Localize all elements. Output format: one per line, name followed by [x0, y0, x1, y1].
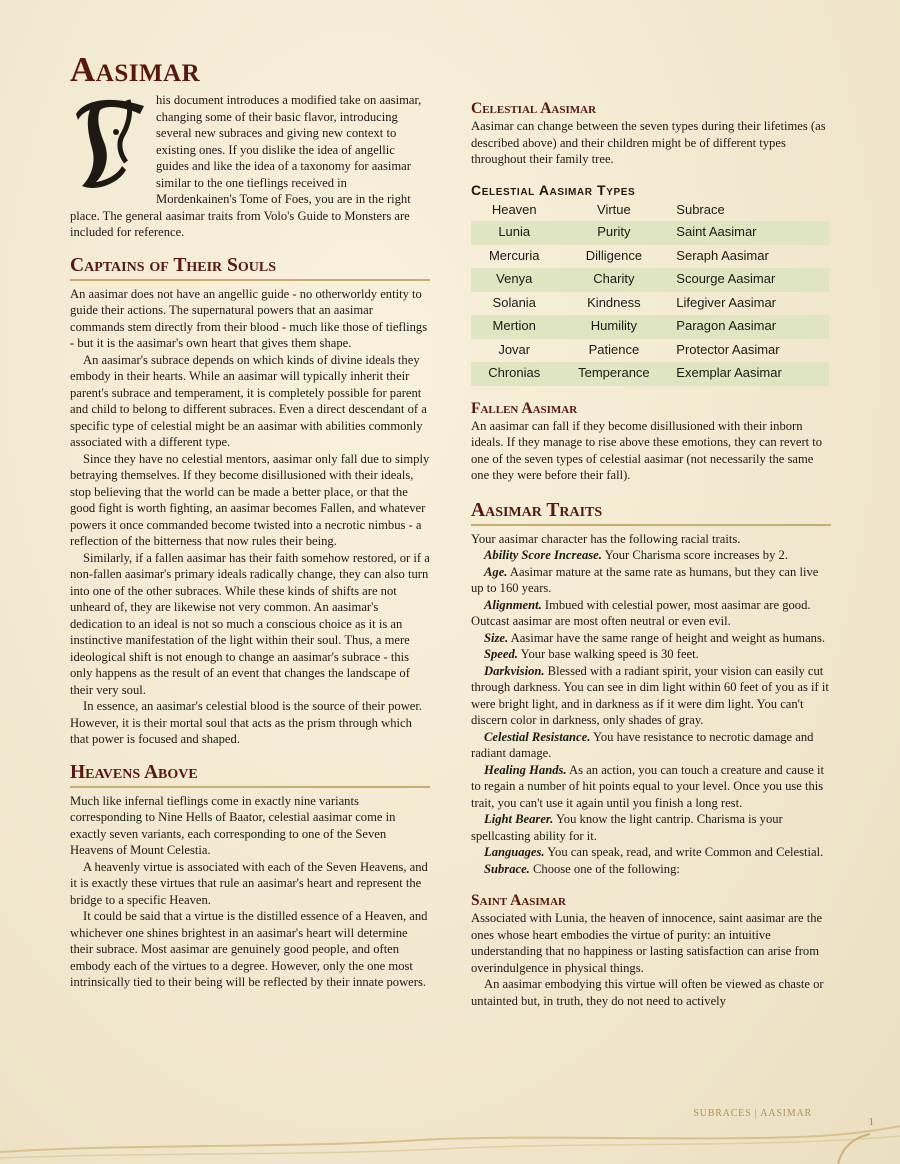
page-title: Aasimar: [70, 50, 201, 89]
trait-text: Imbued with celestial power, most aasimar are good. Outcast aasimar are most often neutral or even evil.: [471, 597, 811, 628]
right-column: [471, 100, 831, 1009]
table-cell: Venya: [471, 268, 557, 292]
page-number: 1: [868, 1116, 874, 1128]
trait-text: As an action, you can touch a creature and cause it to regain a number of hit points equal to your level. Once you use this trait, you can't use it again until you finish a long rest.: [471, 762, 824, 810]
column-header: Virtue: [597, 201, 631, 217]
heading-captains: Captains of Their Souls: [70, 255, 430, 281]
captains-p2: An aasimar's subrace depends on which kinds of divine ideals they embody in their hearts. While an aasimar will typically inherit their parent's subrace and temperament, it is completely possible for parent and child to belong to different subraces. Even a direct descendant of a specific type of celestial might be an aasimar with abilities commonly associated with a different type.: [70, 352, 427, 449]
table-cell: Seraph Aasimar: [676, 247, 769, 263]
column-header: Subrace: [676, 201, 725, 217]
fallen-text: An aasimar can fall if they become disillusioned with their inborn ideals. If they manage to rise above these emotions, they can revert to one of the seven types of celestial aasimar (not necessarily the same one they were before their fall).: [471, 418, 823, 482]
table-cell: Exemplar Aasimar: [670, 362, 829, 386]
trait-name: Subrace.: [484, 861, 530, 876]
trait-name: Alignment.: [484, 597, 542, 612]
table-row: [471, 268, 829, 292]
table-row: [471, 362, 829, 386]
heavens-p3: It could be said that a virtue is the distilled essence of a Heaven, and whichever one shines brightest in an aasimar's heart will determine their subrace. Most aasimar are genuinely good people, and often embody each of the virtues to a degree. However, only the one most intrinsically tied to their being will be reflected by their innate powers.: [70, 909, 428, 989]
trait-item: [471, 564, 831, 597]
trait-name: Ability Score Increase.: [484, 548, 602, 562]
trait-item: [471, 811, 831, 844]
table-cell: Lunia: [471, 221, 557, 245]
trait-item: [471, 844, 831, 861]
saint-p2: An aasimar embodying this virtue will often be viewed as chaste or untainted but, in truth, they do not need to actively: [471, 977, 824, 1008]
trait-item: [471, 646, 831, 663]
left-column: [70, 92, 430, 991]
heading-fallen: Fallen Aasimar: [471, 399, 578, 417]
trait-item: [471, 729, 831, 762]
table-cell: Patience: [588, 341, 640, 357]
trait-text: Your Charisma score increases by 2.: [601, 548, 788, 562]
intro-paragraph: [70, 92, 430, 241]
table-cell: Temperance: [557, 362, 670, 386]
trait-item: [471, 630, 831, 647]
table-cell: Dilligence: [585, 247, 643, 263]
celestial-text: Aasimar can change between the seven types during their lifetimes (as described above) and their children might be of different types throughout their family tree.: [471, 119, 826, 166]
table-cell: Mercuria: [488, 247, 540, 263]
heavens-p1: Much like infernal tieflings come in exactly nine variants corresponding to Nine Hells of Baator, celestial aasimar come in exactly seven variants, each corresponding to one of the Seven Heavens of Mount Celestia.: [70, 793, 396, 857]
trait-name: Size.: [484, 630, 509, 645]
trait-name: Light Bearer.: [484, 812, 554, 826]
table-cell: Protector Aasimar: [676, 341, 780, 357]
table-row: [471, 315, 829, 339]
table-header-row: [471, 200, 829, 222]
heavens-p2: A heavenly virtue is associated with each of the Seven Heavens, and it is exactly these virtues that rule an aasimar's heart and represent the bridge to a specific Heaven.: [70, 859, 428, 907]
intro-text: his document introduces a modified take on aasimar, changing some of their basic flavor, introducing several new subraces and giving new context to existing ones. If you dislike the idea of angellic guides and like the idea of a taxonomy for aasimar similar to the one tieflings received in Mordenkainen's Tome of Foes, you are in the right place. The general aasimar traits from Volo's Guide to Monsters are included for reference.: [70, 93, 422, 239]
table-cell: Jovar: [498, 341, 531, 357]
trait-name: Celestial Resistance.: [484, 729, 591, 744]
trait-item: [471, 861, 831, 878]
captains-p4: Similarly, if a fallen aasimar has their faith somehow restored, or if a non-fallen aasimar's primary ideals radically change, they can also turn into one of the other subraces. While these kinds of shifts are not unheard of, they are likewise not very common. An aasimar's dedication to an ideal is not so much a conscious choice as it is an instinctive manifestation of the light within their soul. Thus, a mere ideological shift is not enough to change an aasimar's subrace - this only happens as the result of an event that changes the landscape of their very soul.: [70, 550, 430, 697]
table-title: Celestial Aasimar Types: [471, 181, 636, 198]
table-row: [471, 292, 829, 316]
trait-item: [471, 597, 831, 630]
trait-text: Aasimar mature at the same rate as humans, but they can live up to 160 years.: [471, 564, 819, 595]
trait-text: Aasimar have the same range of height and weight as humans.: [508, 630, 826, 645]
trait-item: [471, 762, 831, 812]
table-cell: Solania: [492, 294, 536, 310]
table-cell: Paragon Aasimar: [670, 315, 829, 339]
footer-label: SUBRACES | AASIMAR: [693, 1108, 812, 1119]
trait-text: You can speak, read, and write Common and Celestial.: [544, 845, 824, 859]
table-cell: Mertion: [471, 315, 557, 339]
trait-text: Blessed with a radiant spirit, your vision can easily cut through darkness. You can see in dim light within 60 feet of you as if it were bright light, and in darkness as if it were dim light. You can't discern color in darkness, only shades of gray.: [471, 663, 829, 727]
table-cell: Lifegiver Aasimar: [676, 294, 777, 310]
trait-text: Your base walking speed is 30 feet.: [517, 647, 699, 661]
trait-text: You know the light cantrip. Charisma is your spellcasting ability for it.: [471, 812, 783, 843]
table-cell: Kindness: [587, 294, 641, 310]
table-cell: Chronias: [471, 362, 557, 386]
trait-item: [471, 547, 831, 564]
drop-cap-t-icon: [70, 92, 150, 192]
table-cell: Charity: [557, 268, 670, 292]
heading-saint: Saint Aasimar: [471, 892, 566, 909]
table-cell: Humility: [557, 315, 670, 339]
captains-p3: Since they have no celestial mentors, aasimar only fall due to simply betraying themselves. If they become disillusioned with their ideals, stop believing that the world can be made a better place, or that the good fight is worth fighting, an aasimar becomes Fallen, and whatever powers it once commanded become twisted into a necrotic nimbus - a reflection of the bitterness that now rules their being.: [70, 451, 430, 548]
table-row: [471, 245, 829, 269]
trait-name: Age.: [484, 564, 508, 579]
table-cell: Saint Aasimar: [670, 221, 829, 245]
trait-text: You have resistance to necrotic damage and radiant damage.: [471, 729, 814, 760]
trait-name: Speed.: [484, 647, 518, 661]
captains-p1: An aasimar does not have an angellic guide - no otherworldy entity to guide their actions. The supernatural powers that an aasimar commands stem directly from their blood - much like those of tieflings - but it is the aasimar's own heart that gives them shape.: [70, 286, 428, 350]
traits-intro: Your aasimar character has the following racial traits.: [471, 531, 741, 546]
table-cell: Purity: [557, 221, 670, 245]
saint-p1: Associated with Lunia, the heaven of innocence, saint aasimar are the ones whose heart embodies the virtue of purity: an intuitive understanding that no happiness or lasting satisfaction can arise from overindulgence in physical things.: [471, 911, 823, 975]
trait-name: Languages.: [484, 845, 545, 859]
table-row: [471, 221, 829, 245]
trait-text: Choose one of the following:: [529, 861, 680, 876]
trait-item: [471, 663, 831, 729]
footer-ornament: [0, 1118, 900, 1164]
heading-celestial: Celestial Aasimar: [471, 100, 597, 117]
column-header: Heaven: [491, 201, 537, 217]
trait-name: Healing Hands.: [484, 762, 567, 777]
captains-p5: In essence, an aasimar's celestial blood is the source of their power. However, it is their mortal soul that acts as the prism through which that power is focused and shaped.: [70, 699, 423, 746]
celestial-types-table: [471, 200, 829, 386]
table-row: [471, 339, 829, 363]
heading-traits: Aasimar Traits: [471, 500, 831, 526]
trait-name: Darkvision.: [484, 663, 545, 678]
heading-heavens: Heavens Above: [70, 762, 430, 788]
table-cell: Scourge Aasimar: [670, 268, 829, 292]
